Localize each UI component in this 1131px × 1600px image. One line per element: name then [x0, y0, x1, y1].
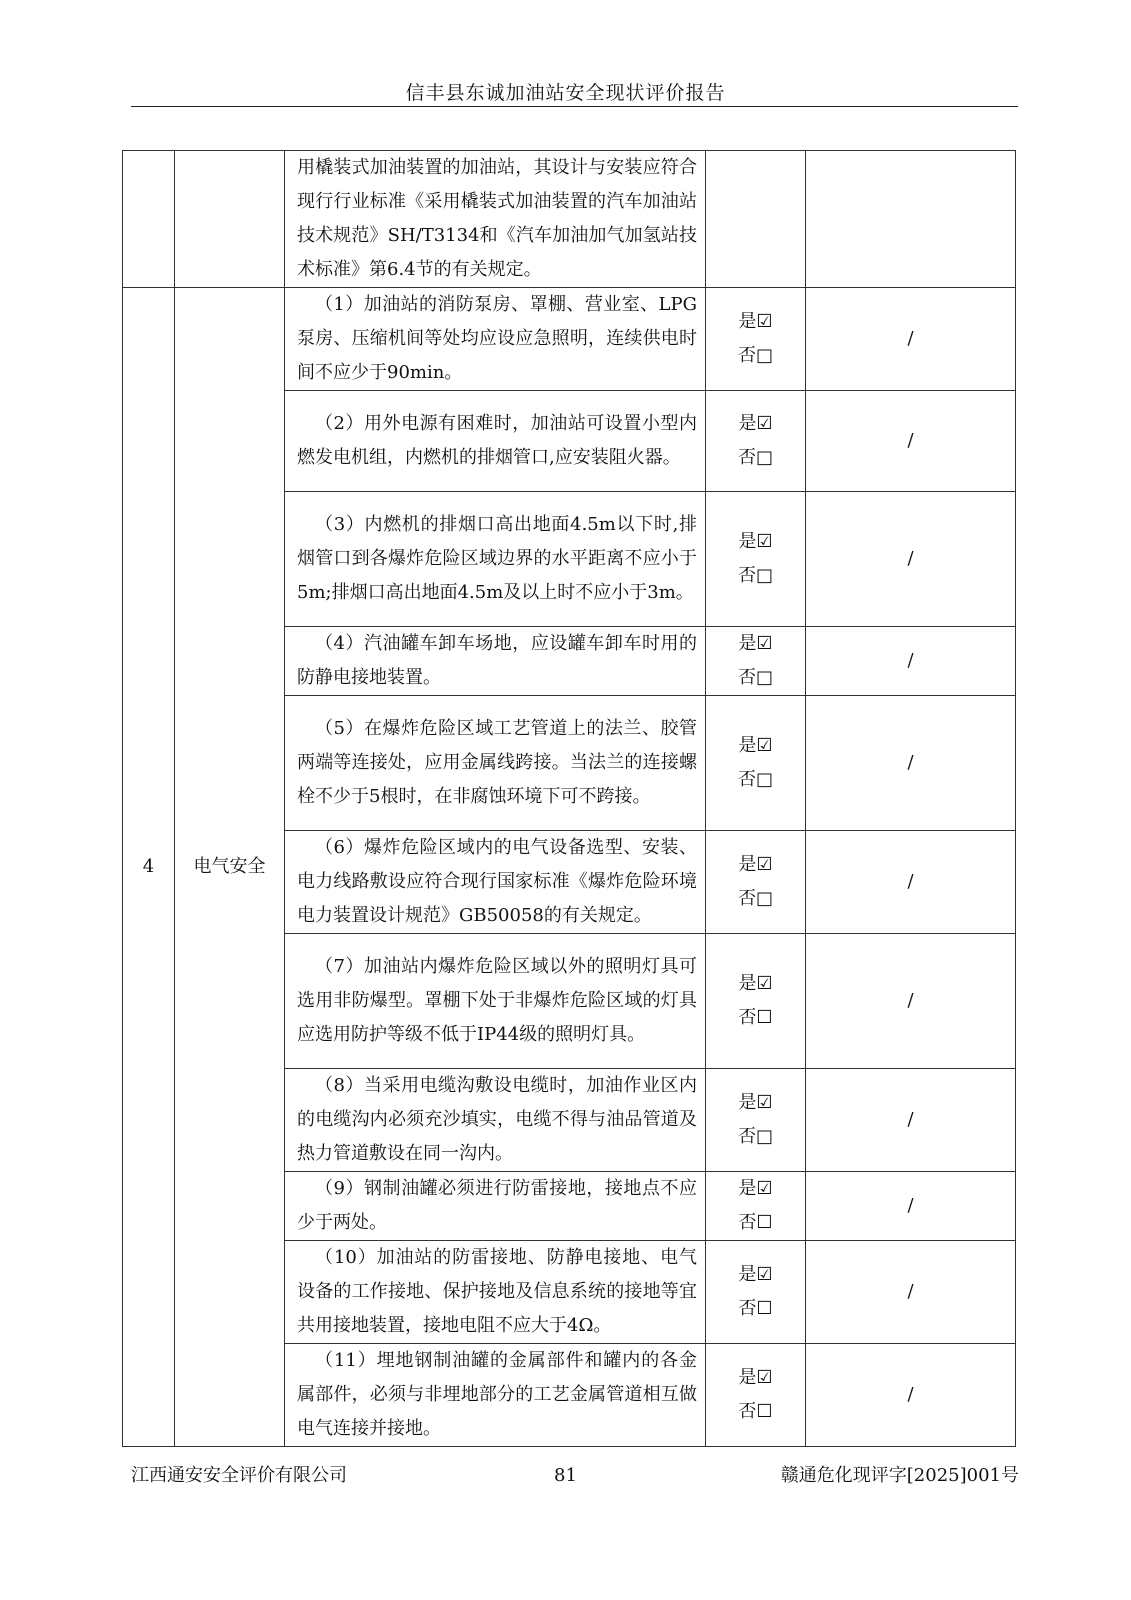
yes-checkbox[interactable]: 是☑ — [738, 311, 773, 332]
requirement-cell: （6）爆炸危险区域内的电气设备选型、安装、电力线路敷设应符合现行国家标准《爆炸危险环境电力装置设计规范》GB50058的有关规定。 — [285, 831, 706, 934]
no-checkbox[interactable]: 否☐ — [738, 1401, 773, 1422]
selection-cell — [706, 1172, 806, 1241]
selection-cell — [706, 492, 806, 627]
no-checkbox[interactable]: 否☐ — [738, 1212, 773, 1233]
no-checkbox[interactable]: 否□ — [737, 769, 773, 790]
result-cell: / — [806, 1241, 1016, 1344]
result-cell: / — [806, 492, 1016, 627]
no-checkbox[interactable]: 否□ — [737, 447, 773, 468]
no-checkbox[interactable]: 否□ — [737, 888, 773, 909]
footer-doc-number: 赣通危化现评字[2025]001号 — [780, 1465, 1019, 1486]
yes-checkbox[interactable]: 是☑ — [738, 1367, 773, 1388]
requirement-cell: （7）加油站内爆炸危险区域以外的照明灯具可选用非防爆型。罩棚下处于非爆炸危险区域的灯具应选用防护等级不低于IP44级的照明灯具。 — [285, 934, 706, 1069]
requirement-cell: （9）钢制油罐必须进行防雷接地，接地点不应少于两处。 — [285, 1172, 706, 1241]
yes-checkbox[interactable]: 是☑ — [738, 1178, 773, 1199]
selection-cell — [706, 831, 806, 934]
selection-cell — [706, 934, 806, 1069]
no-checkbox[interactable]: 否□ — [737, 345, 773, 366]
table-row-continued — [123, 151, 1016, 288]
requirement-cell: 用橇装式加油装置的加油站，其设计与安装应符合现行行业标准《采用橇装式加油装置的汽车加油站技术规范》SH/T3134和《汽车加油加气加氢站技术标准》第6.4节的有关规定。 — [285, 151, 706, 288]
selection-cell — [706, 627, 806, 696]
section-number: 4 — [123, 288, 175, 1447]
requirement-cell: （8）当采用电缆沟敷设电缆时，加油作业区内的电缆沟内必须充沙填实，电缆不得与油品管道及热力管道敷设在同一沟内。 — [285, 1069, 706, 1172]
requirement-cell: （11）埋地钢制油罐的金属部件和罐内的各金属部件，必须与非埋地部分的工艺金属管道相互做电气连接并接地。 — [285, 1344, 706, 1447]
selection-cell — [706, 1344, 806, 1447]
requirement-cell: （1）加油站的消防泵房、罩棚、营业室、LPG泵房、压缩机间等处均应设应急照明，连续供电时间不应少于90min。 — [285, 288, 706, 391]
no-checkbox[interactable]: 否□ — [737, 667, 773, 688]
number-cell — [123, 151, 175, 288]
no-checkbox[interactable]: 否□ — [737, 1126, 773, 1147]
evaluation-table — [122, 150, 1016, 1447]
selection-cell — [706, 1241, 806, 1344]
yes-checkbox[interactable]: 是☑ — [738, 973, 773, 994]
result-cell: / — [806, 831, 1016, 934]
selection-cell — [706, 696, 806, 831]
requirement-cell: （4）汽油罐车卸车场地，应设罐车卸车时用的防静电接地装置。 — [285, 627, 706, 696]
result-cell: / — [806, 1344, 1016, 1447]
selection-cell — [706, 391, 806, 492]
yes-checkbox[interactable]: 是☑ — [738, 1092, 773, 1113]
no-checkbox[interactable]: 否☐ — [738, 1007, 773, 1028]
selection-cell — [706, 1069, 806, 1172]
requirement-cell: （3）内燃机的排烟口高出地面4.5m以下时,排烟管口到各爆炸危险区域边界的水平距离不应小于5m;排烟口高出地面4.5m及以上时不应小于3m。 — [285, 492, 706, 627]
result-cell: / — [806, 627, 1016, 696]
yes-checkbox[interactable]: 是☑ — [738, 531, 773, 552]
yes-checkbox[interactable]: 是☑ — [738, 633, 773, 654]
table-row — [123, 288, 1016, 391]
requirement-cell: （10）加油站的防雷接地、防静电接地、电气设备的工作接地、保护接地及信息系统的接地等宜共用接地装置，接地电阻不应大于4Ω。 — [285, 1241, 706, 1344]
header-divider — [131, 106, 1018, 107]
category-cell — [175, 151, 285, 288]
result-cell — [806, 151, 1016, 288]
result-cell: / — [806, 1069, 1016, 1172]
yes-checkbox[interactable]: 是☑ — [738, 854, 773, 875]
selection-cell — [706, 151, 806, 288]
no-checkbox[interactable]: 否□ — [737, 565, 773, 586]
selection-cell — [706, 288, 806, 391]
no-checkbox[interactable]: 否☐ — [738, 1298, 773, 1319]
footer-page-number: 81 — [554, 1465, 577, 1486]
result-cell: / — [806, 934, 1016, 1069]
yes-checkbox[interactable]: 是☑ — [738, 413, 773, 434]
section-category: 电气安全 — [175, 288, 285, 1447]
yes-checkbox[interactable]: 是☑ — [738, 1264, 773, 1285]
result-cell: / — [806, 1172, 1016, 1241]
result-cell: / — [806, 696, 1016, 831]
page-header-title: 信丰县东诚加油站安全现状评价报告 — [405, 82, 726, 104]
requirement-cell: （2）用外电源有困难时，加油站可设置小型内燃发电机组，内燃机的排烟管口,应安装阻火器。 — [285, 391, 706, 492]
result-cell: / — [806, 288, 1016, 391]
requirement-cell: （5）在爆炸危险区域工艺管道上的法兰、胶管两端等连接处，应用金属线跨接。当法兰的连接螺栓不少于5根时，在非腐蚀环境下可不跨接。 — [285, 696, 706, 831]
yes-checkbox[interactable]: 是☑ — [738, 735, 773, 756]
footer-company: 江西通安安全评价有限公司 — [131, 1465, 347, 1486]
result-cell: / — [806, 391, 1016, 492]
